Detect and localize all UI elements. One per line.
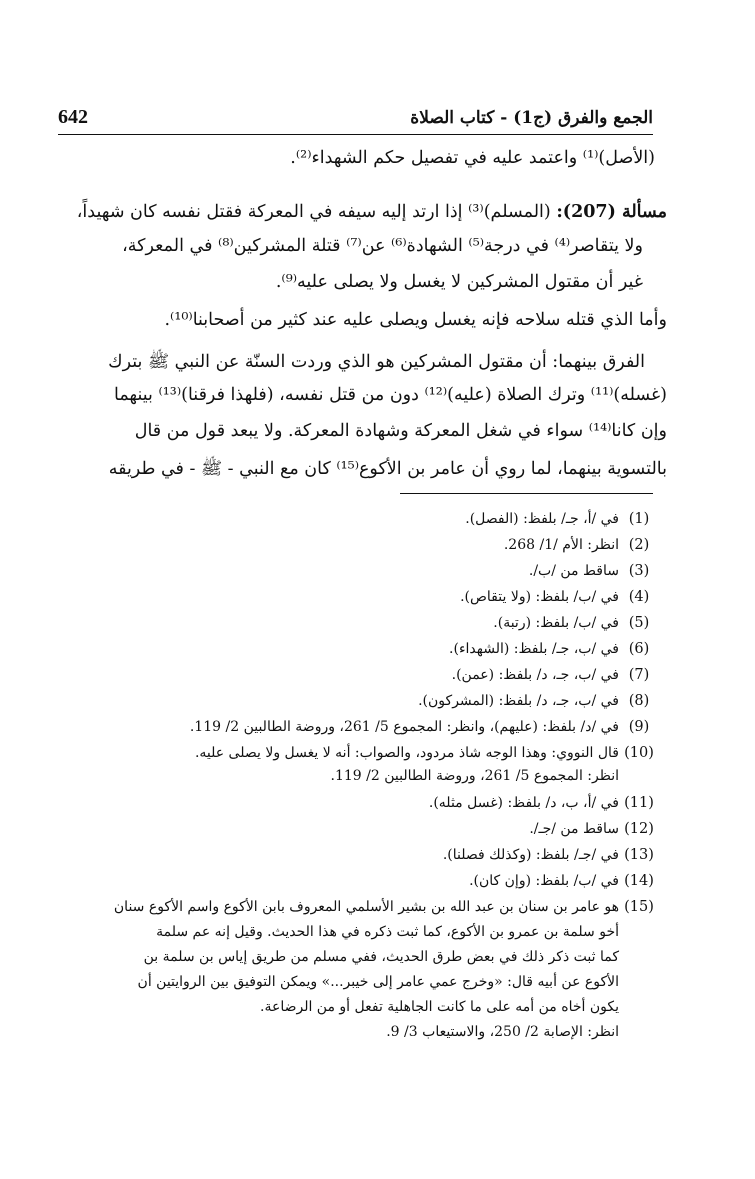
- footnote-number: (5): [628, 615, 650, 631]
- issue-text: (المسلم)⁽³⁾ إذا ارتد إليه سيفه في المعركة فقتل نفسه كان شهيداً،: [76, 202, 557, 222]
- footnote-text: يكون أخاه من أمه على ما كانت الجاهلية تفعل أو من الرضاعة.: [260, 999, 619, 1015]
- issue-line: [77, 202, 667, 222]
- footnote-number: (6): [628, 641, 650, 657]
- footnote-text: قال النووي: وهذا الوجه شاذ مردود، والصواب: أنه لا يغسل ولا يصلى عليه.: [194, 745, 619, 761]
- footnote-number: (7): [628, 667, 650, 683]
- footnote-text: في /أ، جـ/ بلفظ: (الفصل).: [465, 511, 619, 527]
- body-line-7: (غسله)⁽¹¹⁾ وترك الصلاة (عليه)⁽¹²⁾ دون من قتل نفسه، (فلهذا فرقنا)⁽¹³⁾ بينهما: [113, 385, 667, 405]
- page-number: 642: [58, 106, 88, 128]
- footnote-text: في /ب/ بلفظ: (ولا يتقاص).: [460, 589, 619, 605]
- footnote-text: في /ب، جـ/ بلفظ: (الشهداء).: [449, 641, 619, 657]
- footnote-number: (1): [628, 511, 650, 527]
- body-line-4: غير أن مقتول المشركين لا يغسل ولا يصلى عليه⁽⁹⁾.: [275, 272, 643, 292]
- footnote-text: انظر: الإصابة 2/ 250، والاستيعاب 3/ 9.: [386, 1024, 619, 1040]
- footnote-number: (3): [628, 563, 650, 579]
- page-header: [58, 100, 653, 135]
- body-line-5: وأما الذي قتله سلاحه فإنه يغسل ويصلى عليه عند كثير من أصحابنا⁽¹⁰⁾.: [164, 310, 667, 330]
- footnote-number: (9): [628, 719, 650, 735]
- footnote-text: الأكوع عن أبيه قال: «وخرج عمي عامر إلى خيبر...» ويمكن التوفيق بين الروايتين أن: [137, 974, 619, 990]
- footnote-text: في /أ، ب، د/ بلفظ: (غسل مثله).: [428, 795, 619, 811]
- footnote-text: في /ب، جـ، د/ بلفظ: (عمن).: [451, 667, 619, 683]
- footnote-text: هو عامر بن سنان بن عبد الله بن بشير الأسلمي المعروف بابن الأكوع واسم الأكوع سنان: [113, 899, 619, 915]
- footnote-number: (13): [624, 847, 654, 863]
- footnote-text: كما ثبت ذكر ذلك في بعض طرق الحديث، ففي مسلم من طريق إياس بن سلمة بن: [143, 949, 619, 965]
- footnote-number: (4): [628, 589, 650, 605]
- footnote-text: انظر: المجموع 5/ 261، وروضة الطالبين 2/ 119.: [330, 768, 619, 784]
- footnote-text: في /د/ بلفظ: (عليهم)، وانظر: المجموع 5/ 261، وروضة الطالبين 2/ 119.: [189, 719, 619, 735]
- footnote-number: (11): [624, 795, 654, 811]
- footnote-number: (2): [628, 537, 650, 553]
- body-line-1: (الأصل)⁽¹⁾ واعتمد عليه في تفصيل حكم الشهداء⁽²⁾.: [290, 148, 655, 168]
- body-line-3: ولا يتقاصر⁽⁴⁾ في درجة⁽⁵⁾ الشهادة⁽⁶⁾ عن⁽⁷⁾ قتلة المشركين⁽⁸⁾ في المعركة،: [122, 236, 643, 256]
- footnote-text: أخو سلمة بن عمرو بن الأكوع، كما ثبت ذكره في هذا الحديث. وقيل إنه عم سلمة: [156, 924, 619, 940]
- body-line-8: وإن كانا⁽¹⁴⁾ سواء في شغل المعركة وشهادة المعركة. ولا يبعد قول من قال: [134, 421, 667, 441]
- footnote-number: (15): [624, 899, 654, 915]
- footnote-number: (8): [628, 693, 650, 709]
- body-line-9: بالتسوية بينهما، لما روي أن عامر بن الأكوع⁽¹⁵⁾ كان مع النبي - ﷺ - في طريقه: [108, 459, 667, 479]
- footnote-number: (12): [624, 821, 654, 837]
- footnote-text: في /ب/ بلفظ: (وإن كان).: [469, 873, 619, 889]
- issue-label: مسألة (207):: [556, 202, 667, 222]
- footnote-text: ساقط من /جـ/.: [529, 821, 619, 837]
- footnote-text: انظر: الأم /1/ 268.: [503, 537, 619, 553]
- footnote-number: (10): [624, 745, 654, 761]
- footnote-text: ساقط من /ب/.: [528, 563, 619, 579]
- footnote-text: في /ب، جـ، د/ بلفظ: (المشركون).: [418, 693, 619, 709]
- body-line-6: الفرق بينهما: أن مقتول المشركين هو الذي وردت السنّة عن النبي ﷺ بترك: [108, 352, 645, 372]
- footnote-text: في /ب/ بلفظ: (رتبة).: [493, 615, 619, 631]
- footnote-number: (14): [624, 873, 654, 889]
- footnote-separator: [400, 493, 653, 494]
- footnote-text: في /جـ/ بلفظ: (وكذلك فصلنا).: [442, 847, 619, 863]
- running-title: الجمع والفرق (ج1) - كتاب الصلاة: [410, 108, 653, 128]
